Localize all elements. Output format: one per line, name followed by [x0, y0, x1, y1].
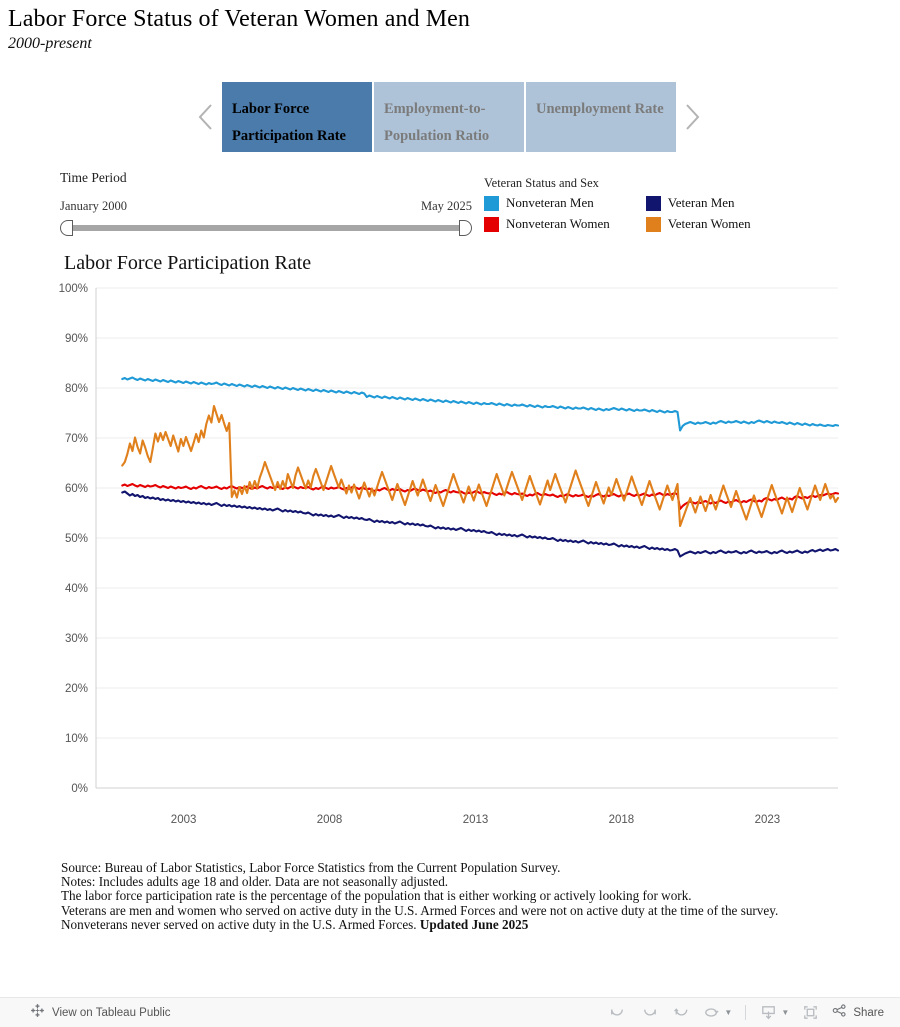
filter-title: Time Period: [60, 170, 127, 185]
chevron-down-icon[interactable]: ▼: [781, 1008, 790, 1017]
y-axis-tick-label: 80%: [64, 383, 88, 395]
chevron-left-icon[interactable]: [190, 79, 222, 155]
share-icon: [831, 1002, 848, 1024]
legend-item-veteran-men[interactable]: [646, 195, 751, 211]
tab-unemployment-rate[interactable]: [526, 82, 676, 152]
legend-item-nonveteran-men[interactable]: [484, 195, 610, 211]
tab-label: Unemployment Rate: [536, 101, 664, 117]
chart-canvas: [58, 282, 840, 810]
y-axis-tick-label: 10%: [64, 733, 88, 745]
chart-title: Labor Force Participation Rate: [64, 252, 312, 274]
download-icon[interactable]: [755, 1000, 793, 1026]
series-line[interactable]: [122, 406, 838, 526]
legend-title: Veteran Status and Sex: [484, 176, 599, 190]
toolbar-divider: [745, 1005, 746, 1020]
undo-icon[interactable]: [602, 1000, 632, 1026]
footnote-line: The labor force participation rate is the percentage of the population that is either working or actively looking for work.: [61, 888, 692, 904]
legend-item-nonveteran-women[interactable]: [484, 216, 610, 232]
legend-label: Nonveteran Men: [506, 195, 594, 210]
full-screen-icon[interactable]: [795, 1000, 825, 1026]
footnote-line: Veterans are men and women who served on active duty in the U.S. Armed Forces and were not on active duty at the time of the survey.: [61, 902, 779, 918]
footnote-text: Nonveterans never served on active duty in the U.S. Armed Forces.: [61, 916, 420, 932]
footnote-line-updated: [61, 918, 851, 932]
dashboard-header: [8, 6, 470, 53]
y-axis-tick-label: 90%: [64, 333, 88, 345]
tab-employment-to-population-ratio[interactable]: [374, 82, 524, 152]
x-axis-tick-label: 2018: [608, 814, 635, 826]
legend-swatch: [646, 196, 661, 211]
tab-labor-force-participation-rate[interactable]: [222, 82, 372, 152]
legend-label: Veteran Men: [667, 195, 735, 210]
redo-icon[interactable]: [634, 1000, 664, 1026]
chevron-right-icon[interactable]: [676, 79, 708, 155]
view-on-tableau-public-label: View on Tableau Public: [52, 1006, 171, 1019]
time-period-slider[interactable]: [60, 220, 472, 236]
y-axis-tick-label: 30%: [64, 633, 88, 645]
y-axis-tick-label: 100%: [58, 283, 88, 295]
updated-label: Updated June 2025: [419, 916, 529, 932]
chevron-down-icon[interactable]: ▼: [724, 1008, 733, 1017]
y-axis-tick-label: 20%: [64, 683, 88, 695]
y-axis-tick-label: 0%: [71, 783, 88, 795]
footnote-line: Source: Bureau of Labor Statistics, Labor Force Statistics from the Current Population Survey.: [61, 860, 561, 875]
tab-label: Labor Force Participation Rate: [232, 101, 346, 144]
share-button[interactable]: [827, 1002, 890, 1024]
tab-navigation: [190, 79, 710, 155]
x-axis-tick-label: 2003: [170, 814, 197, 826]
page-subtitle: 2000-present: [8, 34, 92, 52]
x-axis: [58, 814, 840, 832]
slider-end-label: May 2025: [420, 199, 472, 213]
legend-label: Nonveteran Women: [506, 216, 610, 231]
slider-range-labels: [60, 199, 472, 214]
line-chart[interactable]: [58, 282, 840, 810]
slider-handle-start[interactable]: [60, 220, 73, 236]
x-axis-tick-label: 2023: [754, 814, 781, 826]
slider-start-label: January 2000: [60, 199, 127, 213]
tableau-logo-icon: [30, 1003, 45, 1023]
tab-label: Employment-to-Population Ratio: [384, 101, 490, 144]
y-axis-tick-label: 40%: [64, 583, 88, 595]
footnote-line: Notes: Includes adults age 18 and older. Data are not seasonally adjusted.: [61, 874, 449, 890]
x-axis-tick-label: 2013: [462, 814, 489, 826]
refresh-icon[interactable]: [698, 1000, 736, 1026]
x-axis-tick-label: 2008: [316, 814, 343, 826]
y-axis-tick-label: 50%: [64, 533, 88, 545]
view-on-tableau-public-button[interactable]: [30, 1003, 171, 1023]
toolbar-actions: [602, 1000, 890, 1026]
legend-swatch: [646, 217, 661, 232]
footnotes: [61, 861, 851, 932]
page-title: Labor Force Status of Veteran Women and Men: [8, 6, 471, 32]
y-axis-tick-label: 70%: [64, 433, 88, 445]
legend-swatch: [484, 196, 499, 211]
y-axis-tick-label: 60%: [64, 483, 88, 495]
legend: [484, 176, 751, 232]
legend-label: Veteran Women: [667, 216, 751, 231]
revert-icon[interactable]: [666, 1000, 696, 1026]
slider-handle-end[interactable]: [459, 220, 472, 236]
legend-item-veteran-women[interactable]: [646, 216, 751, 232]
bottom-toolbar: [0, 997, 900, 1027]
legend-swatch: [484, 217, 499, 232]
share-label: Share: [853, 1006, 884, 1019]
time-period-filter: [60, 170, 472, 236]
slider-track[interactable]: [68, 225, 464, 231]
